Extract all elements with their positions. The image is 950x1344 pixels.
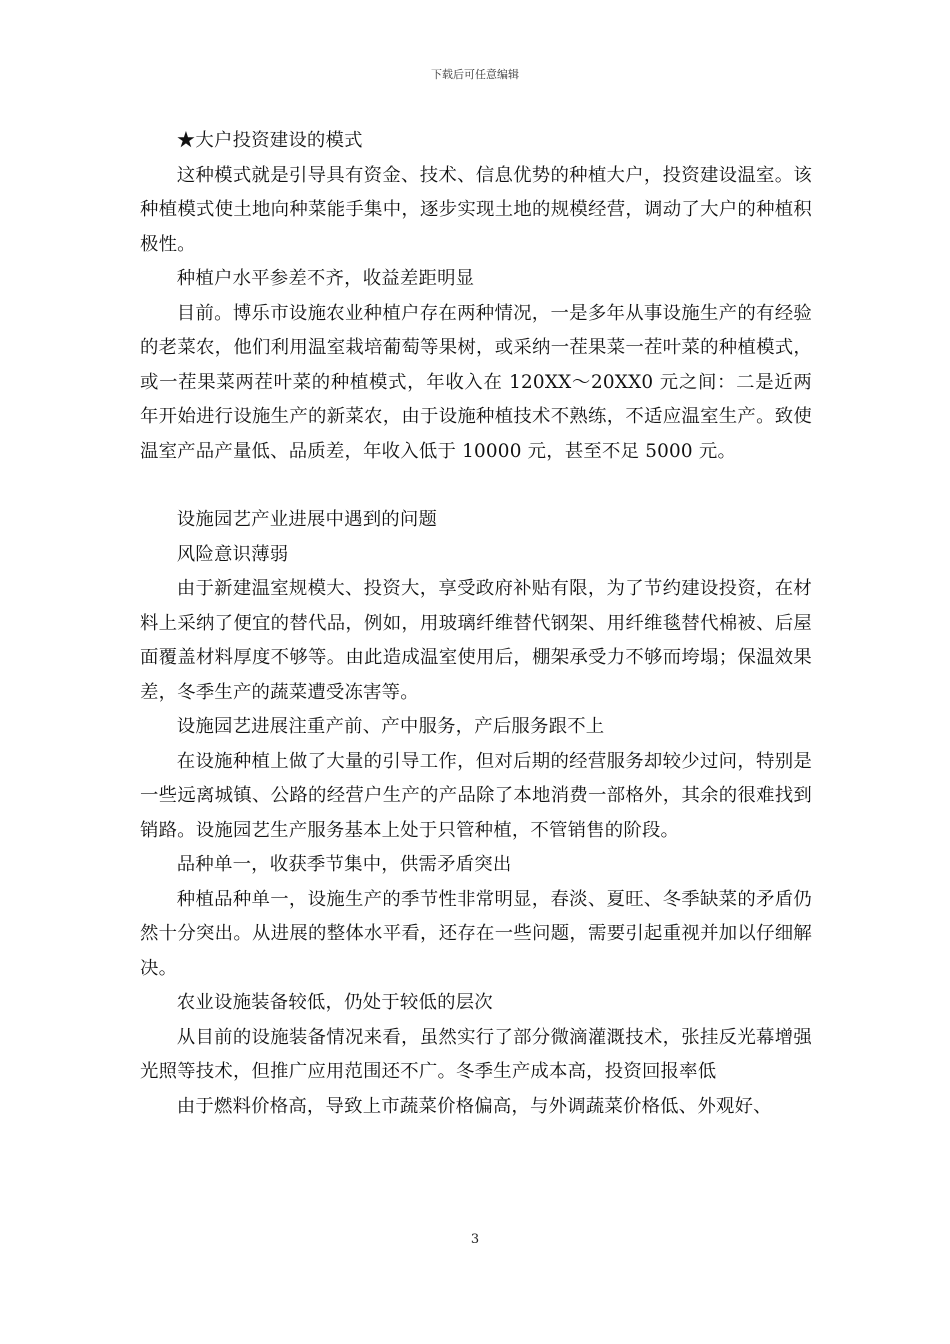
heading-industry-problems: 设施园艺产业进展中遇到的问题 [176, 509, 438, 530]
paragraph-fuel-price: 由于燃料价格高，导致上市蔬菜价格偏高，与外调蔬菜价格低、外观好、 [176, 1095, 772, 1117]
heading-single-variety: 品种单一，收获季节集中，供需矛盾突出 [176, 854, 512, 875]
page-header: 下载后可任意编辑 [431, 68, 519, 81]
paragraph-equipment-level: 从目前的设施装备情况来看，虽然实行了部分微滴灌溉技术，张挂反光幕增强光照等技术，但推广应用范围还不广。冬季生产成本高，投资回报率低 [140, 1026, 812, 1082]
paragraph-bole-growers: 目前。博乐市设施农业种植户存在两种情况，一是多年从事设施生产的有经验的老菜农，他们利用温室栽培葡萄等果树，或采纳一茬果菜一茬叶菜的种植模式，或一茬果菜两茬叶菜的种植模式，年收入在 120XX～20XX0 元之间：二是近两年开始进行设施生产的新菜农，由于设施种植技术不熟练，不适应温室生产。致使温室产品产量低、品质差，年收入低于 10000 元，甚至不足 5000 元。 [140, 302, 812, 462]
heading-grower-level: 种植户水平参差不齐，收益差距明显 [176, 268, 475, 289]
paragraph-risk-awareness: 由于新建温室规模大、投资大，享受政府补贴有限，为了节约建设投资，在材料上采纳了便宜的替代品，例如，用玻璃纤维替代钢架、用纤维毯替代棉被、后屋面覆盖材料厚度不够等。由此造成温室使用后，棚架承受力不够而垮塌；保温效果差，冬季生产的蔬菜遭受冻害等。 [140, 578, 812, 703]
paragraph-single-variety: 种植品种单一，设施生产的季节性非常明显，春淡、夏旺、冬季缺菜的矛盾仍然十分突出。从进展的整体水平看，还存在一些问题，需要引起重视并加以仔细解决。 [140, 888, 812, 979]
heading-risk-awareness: 风险意识薄弱 [176, 543, 289, 565]
heading-equipment-level: 农业设施装备较低，仍处于较低的层次 [176, 992, 493, 1013]
section-gap [140, 469, 812, 503]
paragraph-model-description: 这种模式就是引导具有资金、技术、信息优势的种植大户，投资建设温室。该种植模式使土地向种菜能手集中，逐步实现土地的规模经营，调动了大户的种植积极性。 [140, 164, 812, 255]
heading-post-production-service: 设施园艺进展注重产前、产中服务，产后服务跟不上 [176, 716, 605, 737]
document-body [140, 124, 812, 1124]
page-number: 3 [470, 1232, 480, 1247]
paragraph-post-production-service: 在设施种植上做了大量的引导工作，但对后期的经营服务却较少过问，特别是一些远离城镇、公路的经营户生产的产品除了本地消费一部格外，其余的很难找到销路。设施园艺生产服务基本上处于只管种植，不管销售的阶段。 [140, 750, 812, 841]
heading-large-household-model: ★大户投资建设的模式 [176, 130, 363, 151]
